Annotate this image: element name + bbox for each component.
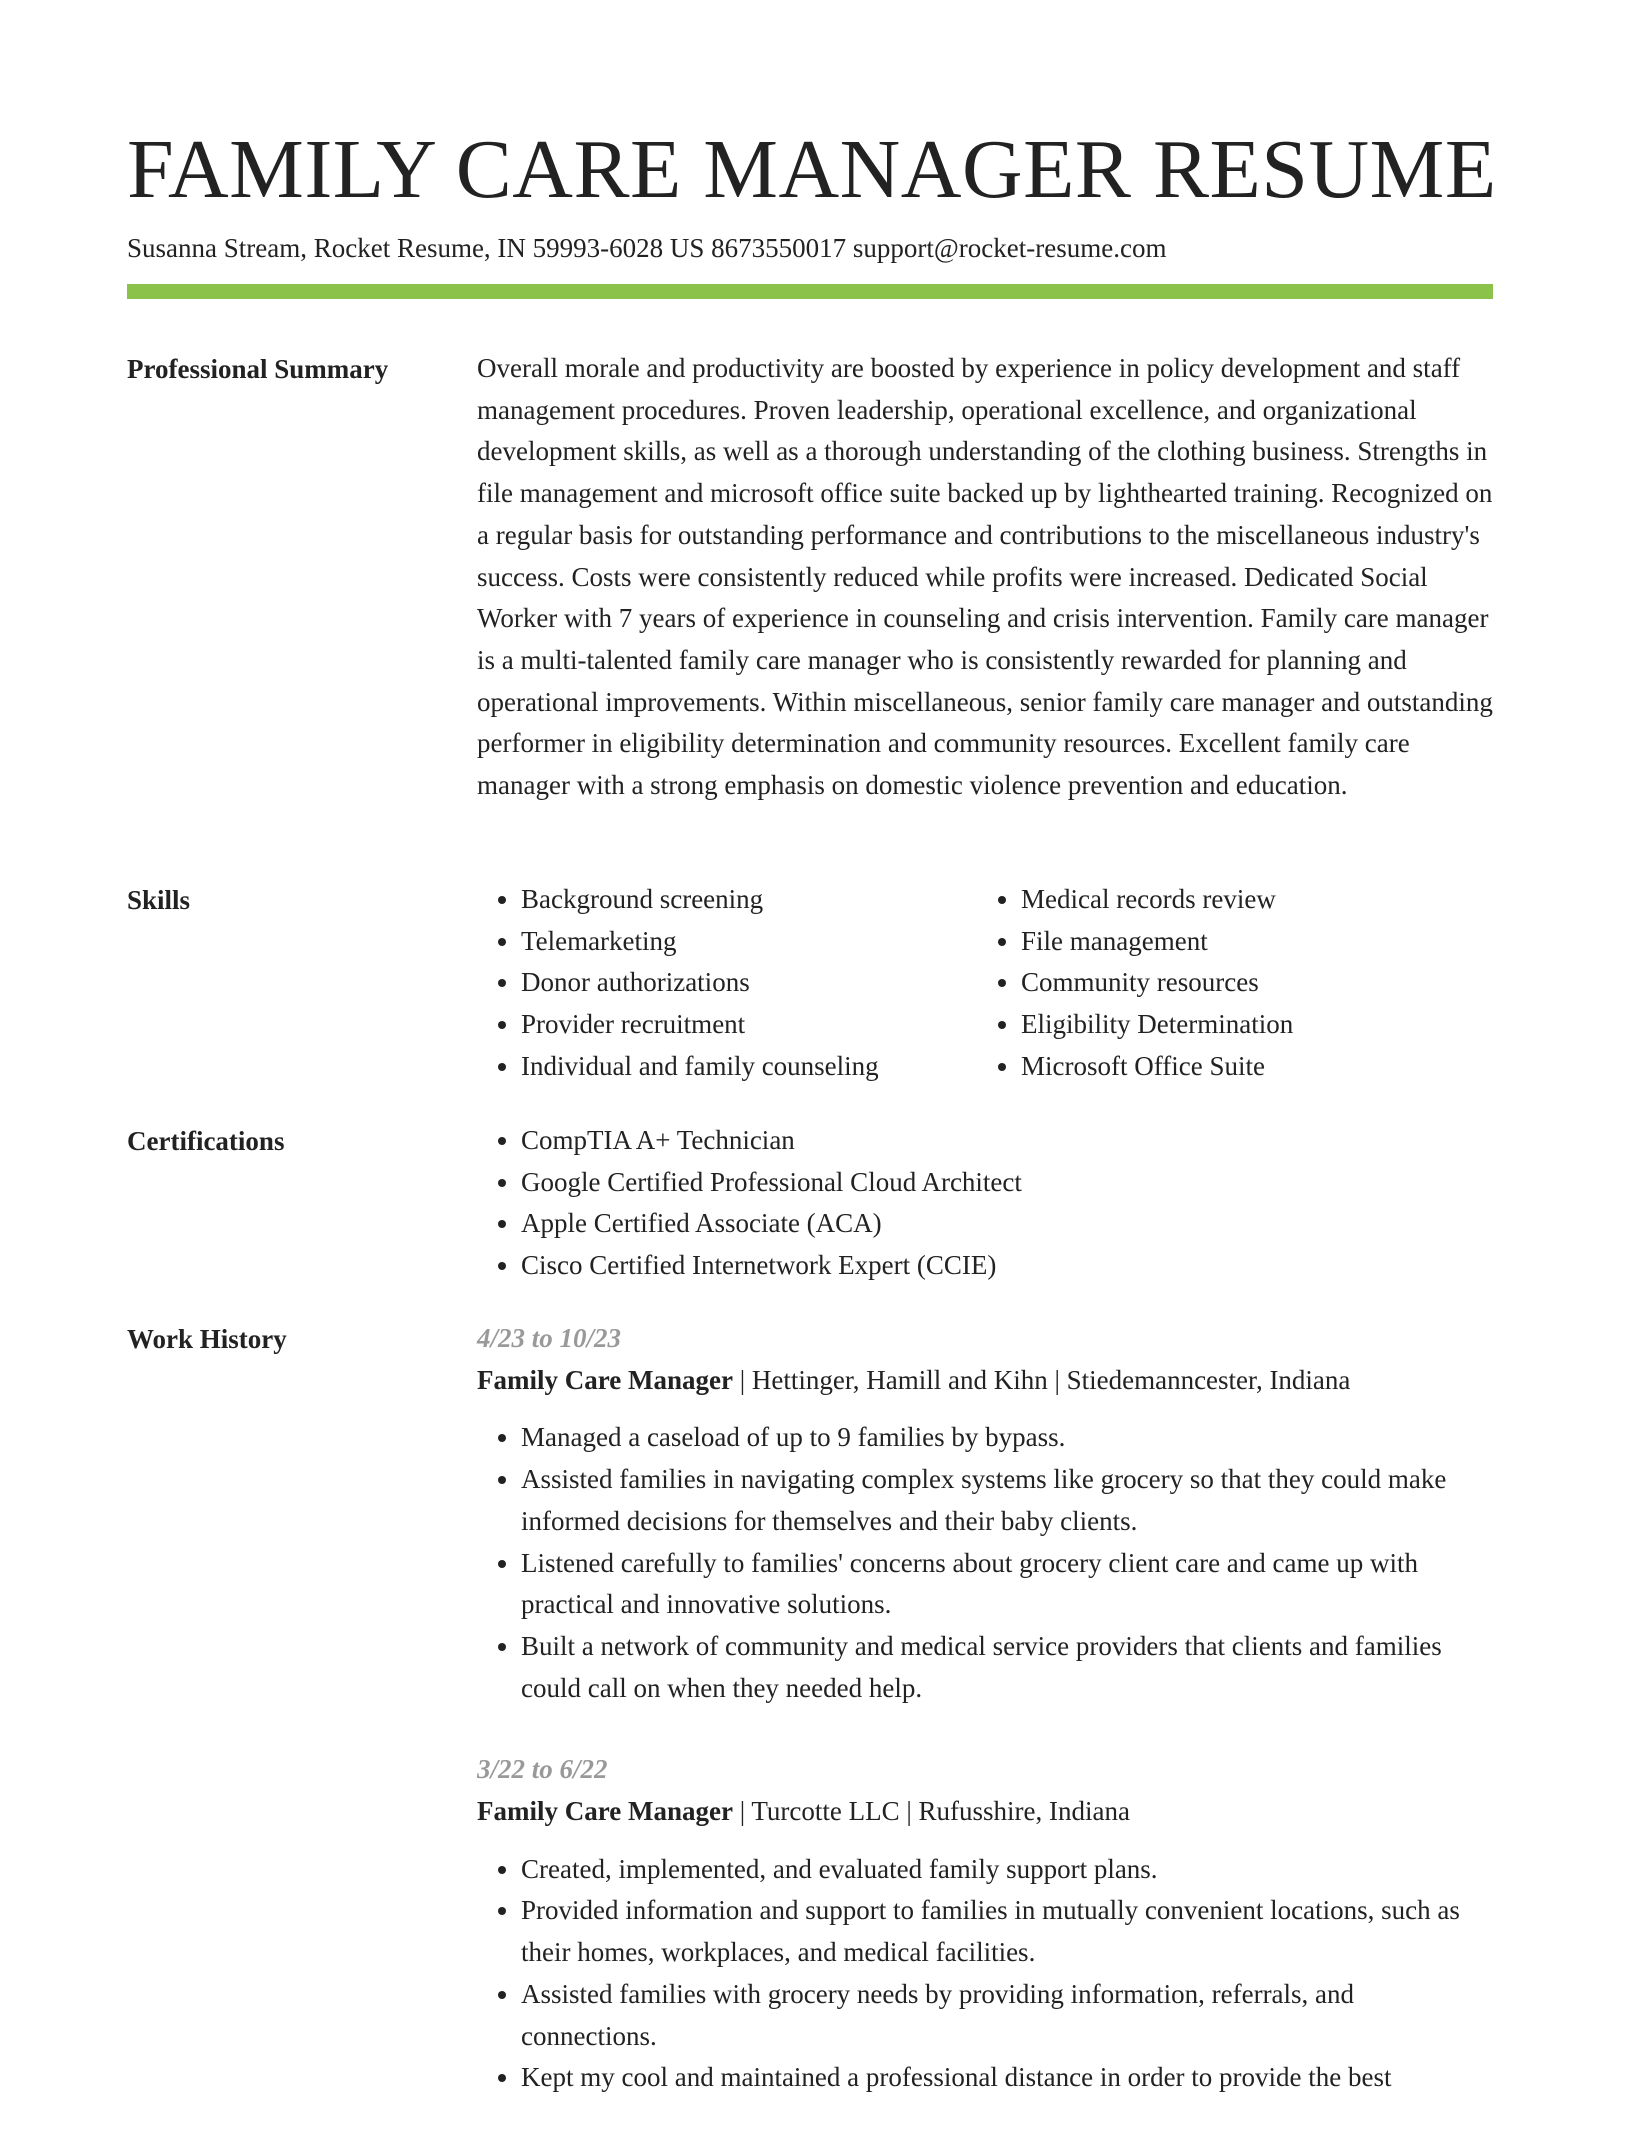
job-bullet: • Assisted families in navigating complex systems like grocery so that they could make informed decisions for themselves and their baby clients. (521, 1459, 1493, 1542)
job-bullet: • Assisted families with grocery needs by providing information, referrals, and connections. (521, 1974, 1493, 2057)
resume-title: FAMILY CARE MANAGER RESUME (127, 123, 1497, 216)
skill-item: • Eligibility Determination (1021, 1004, 1477, 1046)
job-title: Family Care Manager (477, 1796, 733, 1827)
job-bullet: • Kept my cool and maintained a professional distance in order to provide the best (521, 2057, 1493, 2099)
skill-item: • Individual and family counseling (521, 1046, 977, 1088)
skills-list-left (477, 879, 977, 1088)
work-history-body (477, 1318, 1493, 2139)
summary-text: Overall morale and productivity are boosted by experience in policy development and staff management procedures. Proven leadership, operational excellence, and organizational development skills, as well as a thorough understanding of the clothing business. Strengths in file management and microsoft office suite backed up by lighthearted training. Recognized on a regular basis for outstanding performance and contributions to the miscellaneous industry's success. Costs were consistently reduced while profits were increased. Dedicated Social Worker with 7 years of experience in counseling and crisis intervention. Family care manager is a multi-talented family care manager who is consistently rewarded for planning and operational improvements. Within miscellaneous, senior family care manager and outstanding performer in eligibility determination and community resources. Excellent family care manager with a strong emphasis on domestic violence prevention and education. (477, 353, 1493, 801)
skill-item: • Background screening (521, 879, 977, 921)
contact-line: Susanna Stream, Rocket Resume, IN 59993-6028 US 8673550017 support@rocket-resume.com (127, 233, 1167, 263)
section-label-summary: Professional Summary (127, 354, 389, 384)
skill-item: • Provider recruitment (521, 1004, 977, 1046)
certification-item: • Google Certified Professional Cloud Architect (521, 1162, 1493, 1204)
certifications-list (477, 1120, 1493, 1287)
job-bullet: • Managed a caseload of up to 9 families by bypass. (521, 1417, 1493, 1459)
job-details: | Turcotte LLC | Rufusshire, Indiana (732, 1796, 1130, 1827)
job-heading (477, 1791, 1493, 1833)
job-bullet: • Listened carefully to families' concerns about grocery client care and came up with practical and innovative solutions. (521, 1543, 1493, 1626)
job-bullets (477, 1849, 1493, 2099)
certification-item: • Cisco Certified Internetwork Expert (CCIE) (521, 1245, 1493, 1287)
job-entry (477, 1318, 1493, 1709)
job-bullet: • Built a network of community and medical service providers that clients and families could call on when they needed help. (521, 1626, 1493, 1709)
job-title: Family Care Manager (477, 1364, 733, 1395)
skill-item: • Telemarketing (521, 921, 977, 963)
summary-body (477, 348, 1493, 807)
skill-item: • Community resources (1021, 962, 1477, 1004)
skills-columns (477, 879, 1493, 1088)
skill-item: • Donor authorizations (521, 962, 977, 1004)
skill-item: • Microsoft Office Suite (1021, 1046, 1477, 1088)
accent-divider (127, 284, 1493, 299)
job-details: | Hettinger, Hamill and Kihn | Stiedemanncester, Indiana (732, 1364, 1351, 1395)
skill-item: • Medical records review (1021, 879, 1477, 921)
section-label-certifications: Certifications (127, 1126, 285, 1156)
certification-item: • CompTIA A+ Technician (521, 1120, 1493, 1162)
job-heading (477, 1360, 1493, 1402)
job-entry (477, 1749, 1493, 2099)
skills-body (477, 879, 1493, 1088)
section-label-skills: Skills (127, 885, 191, 915)
job-bullet: • Created, implemented, and evaluated family support plans. (521, 1849, 1493, 1891)
job-date: 4/23 to 10/23 (477, 1323, 622, 1353)
section-label-work-history: Work History (127, 1324, 287, 1354)
certifications-body (477, 1120, 1493, 1287)
job-bullets (477, 1417, 1493, 1709)
job-bullet: • Provided information and support to families in mutually convenient locations, such as their homes, workplaces, and medical facilities. (521, 1890, 1493, 1973)
job-date: 3/22 to 6/22 (477, 1754, 608, 1785)
skill-item: • File management (1021, 921, 1477, 963)
certification-item: • Apple Certified Associate (ACA) (521, 1203, 1493, 1245)
skills-list-right (977, 879, 1477, 1088)
